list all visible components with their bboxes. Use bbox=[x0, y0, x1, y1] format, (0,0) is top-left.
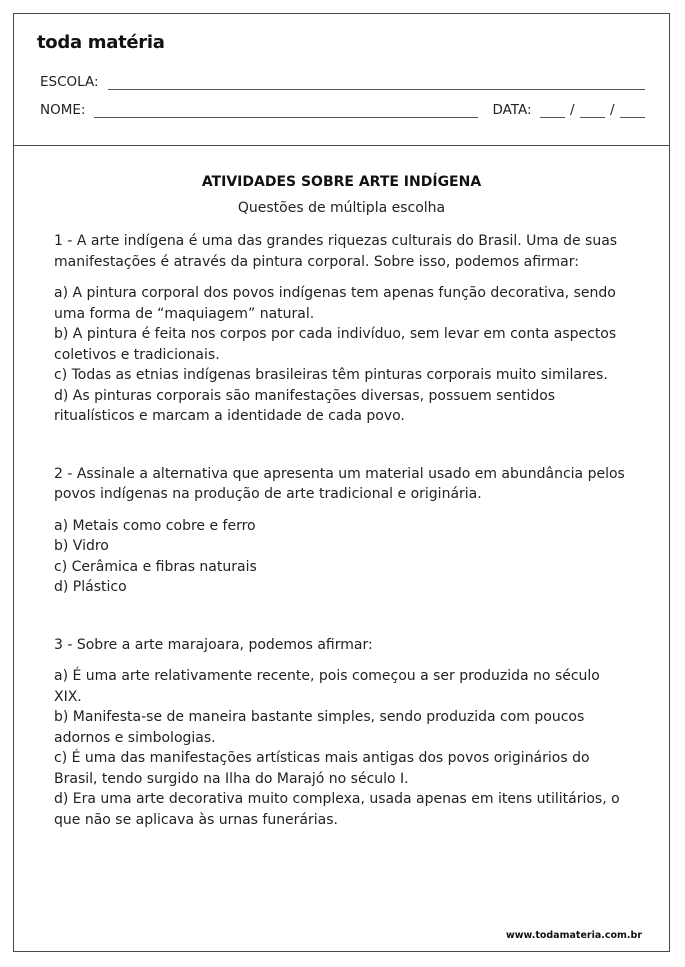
option-d: d) Era uma arte decorativa muito complexa, usada apenas em itens utilitários, o que não se aplicava às urnas funerárias. bbox=[54, 791, 620, 828]
worksheet-page bbox=[13, 13, 670, 952]
date-separator: / bbox=[609, 102, 615, 118]
option-d: d) Plástico bbox=[54, 579, 127, 595]
date-month-blank[interactable] bbox=[580, 103, 605, 118]
date-day-blank[interactable] bbox=[540, 103, 565, 118]
option-a: a) Metais como cobre e ferro bbox=[54, 517, 256, 534]
option-b: b) Vidro bbox=[54, 538, 109, 554]
date-year-blank[interactable] bbox=[620, 103, 645, 118]
question-1 bbox=[54, 231, 629, 427]
option-b: b) Manifesta-se de maneira bastante simples, sendo produzida com poucos adornos e simbologias. bbox=[54, 709, 585, 746]
option-a: a) A pintura corporal dos povos indígenas tem apenas função decorativa, sendo uma forma de “maquiagem” natural. bbox=[54, 285, 616, 322]
question-options bbox=[54, 666, 629, 830]
question-options bbox=[54, 283, 629, 427]
brand-logo: toda matéria bbox=[37, 32, 165, 53]
name-blank-line[interactable] bbox=[94, 103, 478, 118]
name-label: NOME: bbox=[40, 102, 86, 118]
question-stem: 3 - Sobre a arte marajoara, podemos afirmar: bbox=[54, 636, 373, 653]
date-separator: / bbox=[569, 102, 575, 118]
option-a: a) É uma arte relativamente recente, pois começou a ser produzida no século XIX. bbox=[54, 668, 600, 705]
question-options bbox=[54, 516, 629, 598]
question-2 bbox=[54, 464, 629, 598]
worksheet-content bbox=[54, 174, 629, 830]
name-date-row bbox=[40, 102, 645, 118]
worksheet-subtitle: Questões de múltipla escolha bbox=[237, 200, 446, 216]
question-stem: 2 - Assinale a alternativa que apresenta um material usado em abundância pelos povos indígenas na produção de arte tradicional e originária. bbox=[54, 465, 625, 502]
question-3 bbox=[54, 635, 629, 831]
worksheet-header bbox=[14, 14, 669, 146]
option-c: c) Todas as etnias indígenas brasileiras têm pinturas corporais muito similares. bbox=[54, 367, 608, 383]
option-d: d) As pinturas corporais são manifestações diversas, possuem sentidos ritualísticos e marcam a identidade de cada povo. bbox=[54, 387, 556, 424]
school-label: ESCOLA: bbox=[40, 74, 99, 90]
option-c: c) É uma das manifestações artísticas mais antigas dos povos originários do Brasil, tendo surgido na Ilha do Marajó no século I. bbox=[54, 750, 590, 787]
worksheet-title: ATIVIDADES SOBRE ARTE INDÍGENA bbox=[201, 174, 482, 190]
school-field bbox=[40, 74, 645, 90]
school-blank-line[interactable] bbox=[108, 75, 645, 90]
footer-url: www.todamateria.com.br bbox=[505, 930, 642, 941]
option-c: c) Cerâmica e fibras naturais bbox=[54, 558, 257, 575]
option-b: b) A pintura é feita nos corpos por cada indivíduo, sem levar em conta aspectos coletivos e tradicionais. bbox=[54, 326, 617, 363]
date-label: DATA: bbox=[492, 102, 532, 118]
question-stem: 1 - A arte indígena é uma das grandes riquezas culturais do Brasil. Uma de suas manifestações é através da pintura corporal. Sobre isso, podemos afirmar: bbox=[54, 233, 618, 270]
